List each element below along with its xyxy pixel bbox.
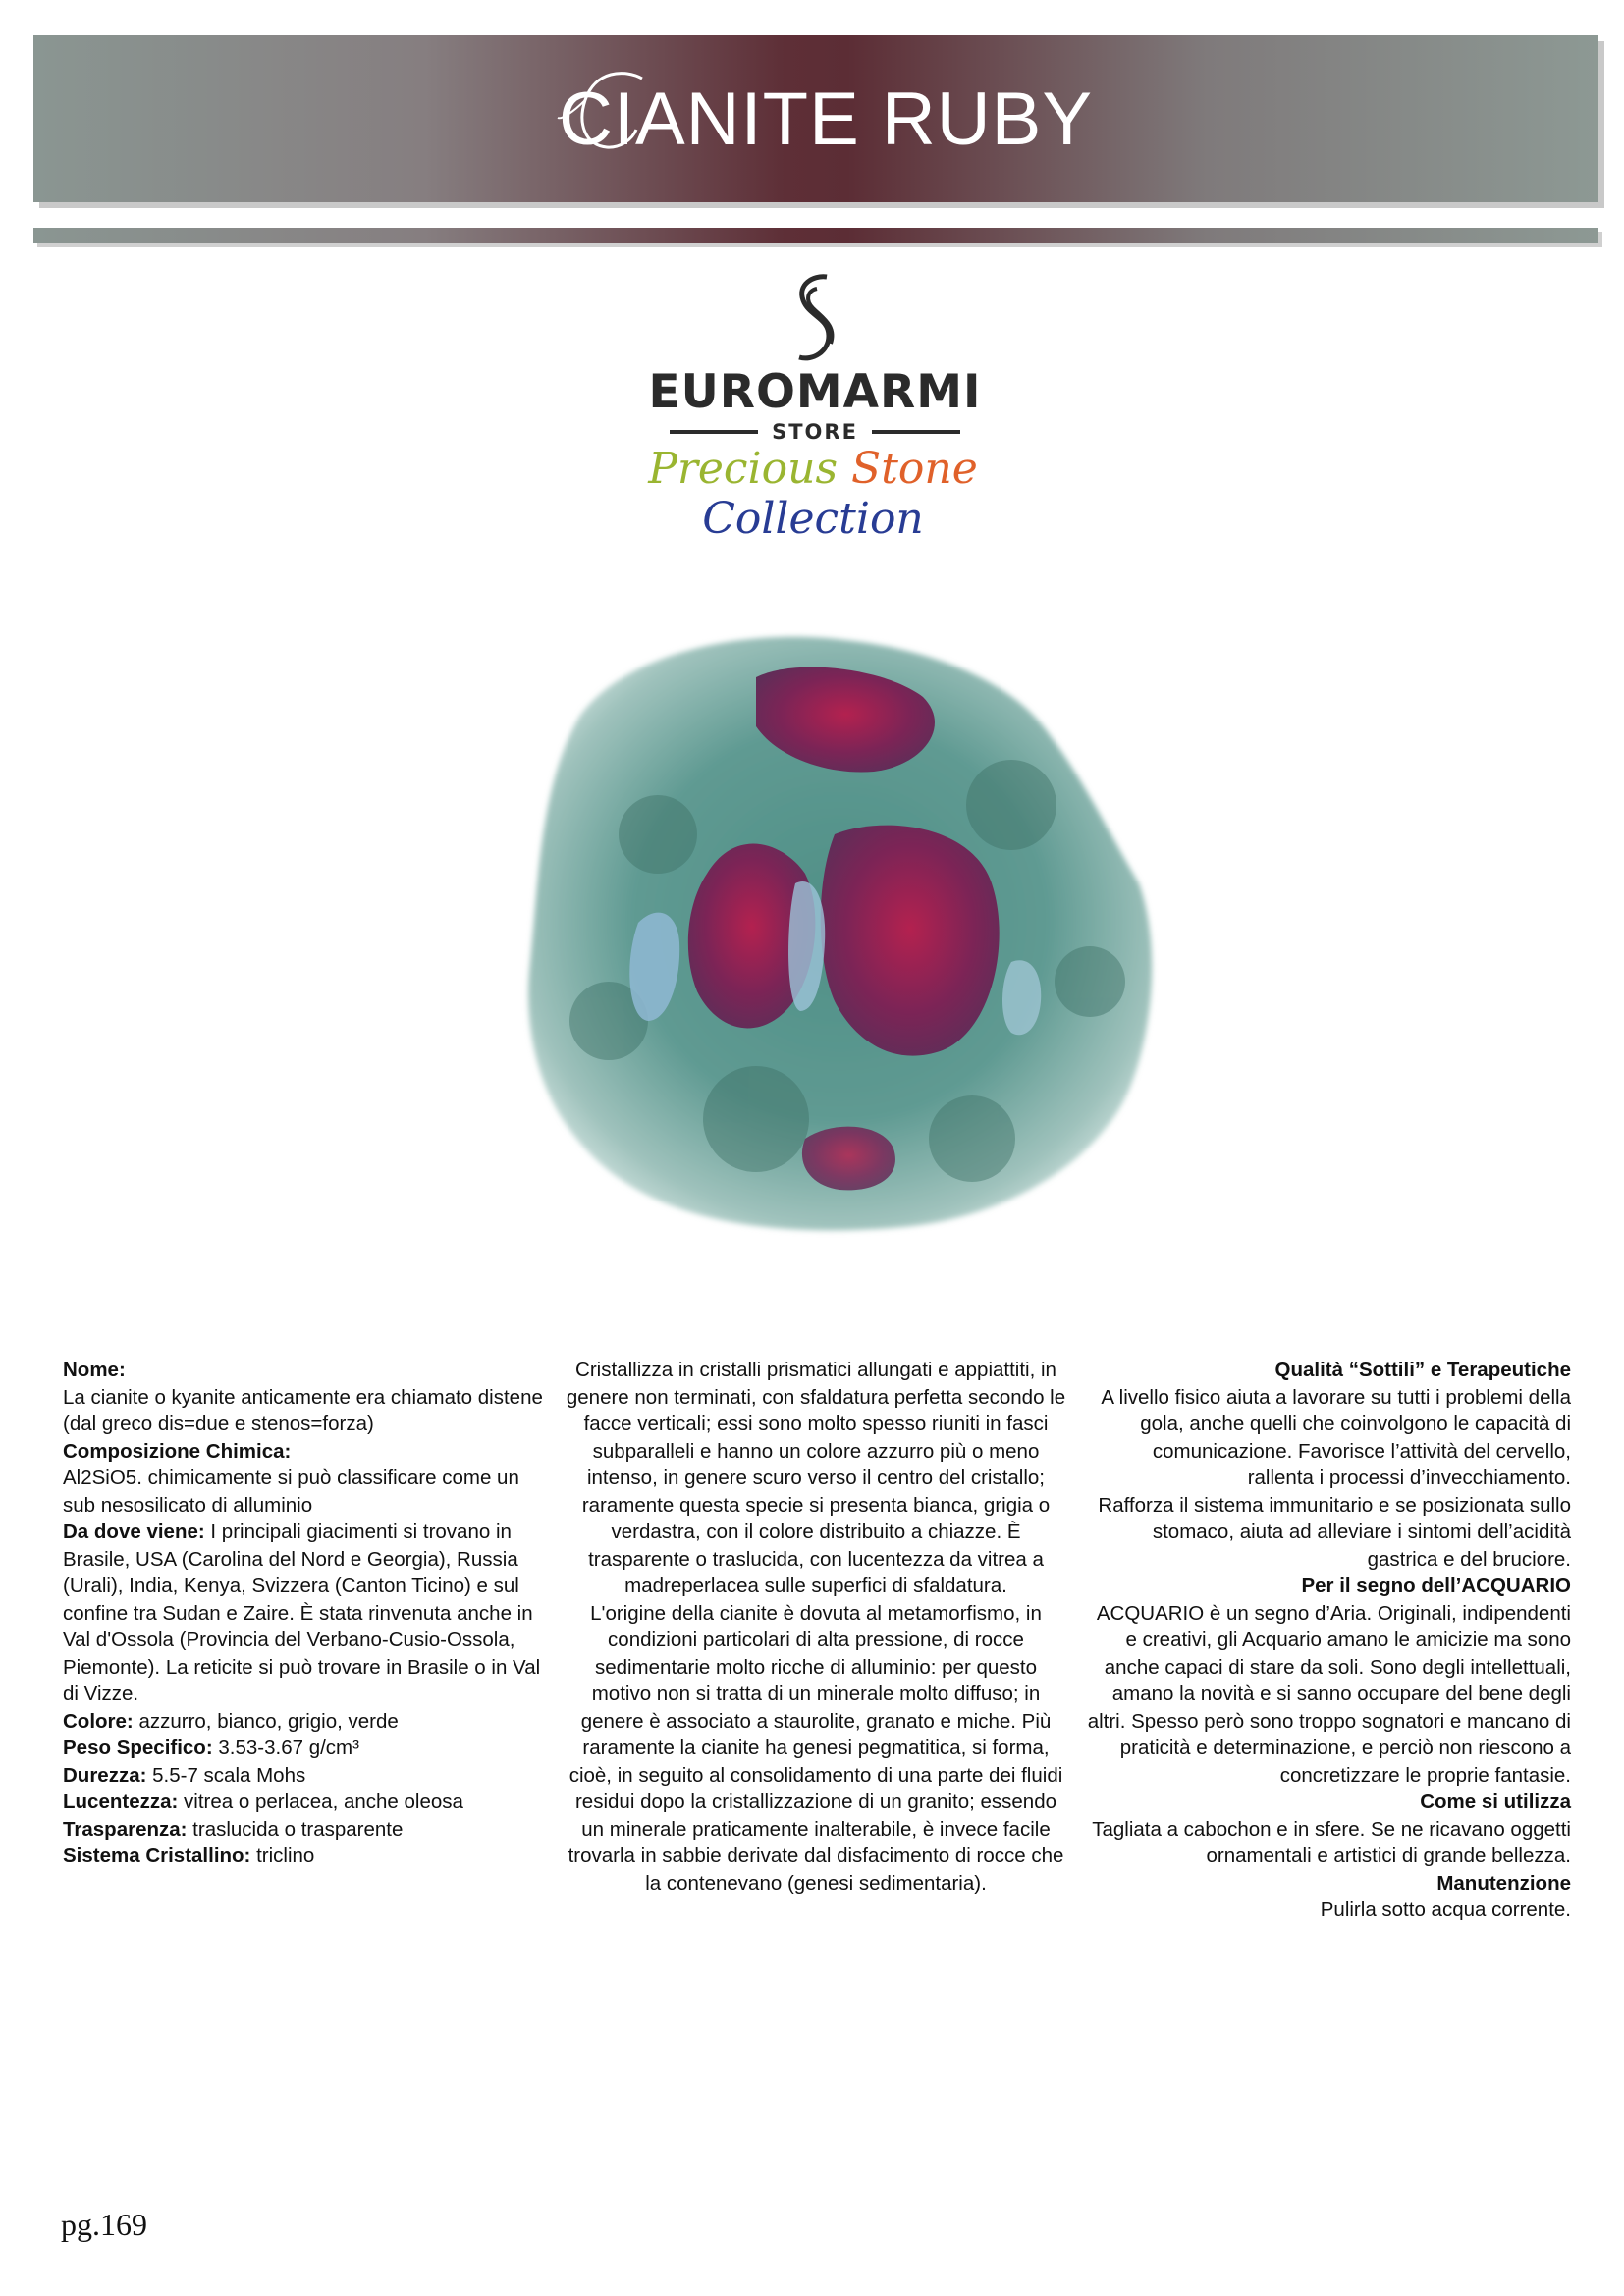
sistema-label: Sistema Cristallino: bbox=[63, 1844, 251, 1867]
logo-line-left bbox=[670, 430, 758, 434]
page-number: pg.169 bbox=[61, 2207, 147, 2242]
qualities-column bbox=[1084, 1357, 1571, 1924]
composizione-label: Composizione Chimica: bbox=[63, 1439, 292, 1463]
provenienza-text: I principali giacimenti si trovano in Brasile, USA (Carolina del Nord e Georgia), Russia (Urali), India, Kenya, Svizzera (Canton Ticino) e sul confine tra Sudan e Zaire. È stata rinvenuta anche in Val d'Ossola (Provincia del Verbano-Cusio-Ossola, Piemonte). La reticite si può trovare in Brasile o in Val di Vizze. bbox=[63, 1521, 541, 1705]
durezza-label: Durezza: bbox=[63, 1763, 147, 1787]
properties-column bbox=[63, 1357, 546, 1870]
logo-brand-name: EUROMARMI bbox=[648, 365, 982, 419]
trasparenza-text: traslucida o trasparente bbox=[187, 1817, 404, 1841]
manutenzione-heading: Manutenzione bbox=[1436, 1871, 1571, 1895]
title-swash-ornament bbox=[556, 61, 646, 159]
page-title: CIANITE RUBY bbox=[558, 77, 1094, 161]
qualita-paragraph: A livello fisico aiuta a lavorare su tutti i problemi della gola, anche quelli che coinvolgono le capacità di comunicazione. Favorisce l’attività del cervello, rallenta i processi d’invecchiamento. bbox=[1101, 1385, 1571, 1489]
lucentezza-text: vitrea o perlacea, anche oleosa bbox=[178, 1790, 463, 1813]
acquario-paragraph: ACQUARIO è un segno d’Aria. Originali, indipendenti e creativi, gli Acquario amano le amicizie ma sono anche capaci di stare da soli. Sono degli intellettuali, amano la novità e si sanno occupare del bene degli altri. Spesso però sono troppo sognatori e mancano di praticità e determinazione, e perciò non riescono a concretizzare le proprie fantasie. bbox=[1087, 1601, 1571, 1787]
qualita-paragraph: Rafforza il sistema immunitario e se posizionata sullo stomaco, aiuta ad alleviare i sintomi dell’acidità gastrica e del bruciore. bbox=[1098, 1493, 1571, 1571]
mineral-photo bbox=[461, 589, 1208, 1256]
tagline-word-precious: Precious bbox=[648, 444, 839, 494]
colore-label: Colore: bbox=[63, 1709, 134, 1733]
sistema-text: triclino bbox=[250, 1844, 315, 1867]
logo-store-label: STORE bbox=[772, 420, 858, 444]
logo-store-row bbox=[670, 420, 960, 444]
peso-text: 3.53-3.67 g/cm³ bbox=[212, 1736, 359, 1759]
logo-s-mark-icon bbox=[784, 271, 842, 369]
trasparenza-label: Trasparenza: bbox=[63, 1817, 188, 1841]
utilizzo-heading: Come si utilizza bbox=[1420, 1790, 1571, 1813]
peso-label: Peso Specifico: bbox=[63, 1736, 213, 1759]
collection-tagline bbox=[597, 444, 1029, 544]
utilizzo-paragraph: Tagliata a cabochon e in sfere. Se ne ricavano oggetti ornamentali e artistici di grande bellezza. bbox=[1092, 1817, 1571, 1867]
provenienza-label: Da dove viene: bbox=[63, 1521, 205, 1543]
tagline-word-stone: Stone bbox=[851, 444, 978, 494]
logo-line-right bbox=[872, 430, 960, 434]
composizione-text: Al2SiO5. chimicamente si può classificare come un sub nesosilicato di alluminio bbox=[63, 1467, 519, 1517]
lucentezza-label: Lucentezza: bbox=[63, 1790, 179, 1813]
title-divider-bar bbox=[33, 228, 1598, 243]
nome-label: Nome: bbox=[63, 1359, 126, 1381]
nome-text: La cianite o kyanite anticamente era chiamato distene (dal greco dis=due e stenos=forza) bbox=[63, 1385, 543, 1435]
colore-text: azzurro, bianco, grigio, verde bbox=[133, 1709, 399, 1733]
durezza-text: 5.5-7 scala Mohs bbox=[146, 1763, 306, 1787]
manutenzione-paragraph: Pulirla sotto acqua corrente. bbox=[1320, 1898, 1571, 1921]
qualita-heading: Qualità “Sottili” e Terapeutiche bbox=[1274, 1359, 1571, 1381]
title-banner bbox=[33, 35, 1598, 202]
description-paragraph: L'origine della cianite è dovuta al metamorfismo, in condizioni particolari di alta pressione, di rocce sedimentarie molto ricche di alluminio: per questo motivo non si tratta di un minerale molto diffuso; in genere è associato a staurolite, granato e miche. Più raramente la cianite ha genesi pegmatitica, si forma, cioè, in seguito al consolidamento di una parte dei fluidi residui dopo la cristallizzazione di un granito; essendo un minerale praticamente inalterabile, è invece facile trovarla in sabbie derivate dal disfacimento di rocce che la contenevano (genesi sedimentaria). bbox=[568, 1601, 1064, 1895]
acquario-heading: Per il segno dell’ACQUARIO bbox=[1301, 1575, 1571, 1597]
tagline-word-collection: Collection bbox=[702, 494, 924, 544]
description-paragraph: Cristallizza in cristalli prismatici allungati e appiattiti, in genere non terminati, con sfaldatura perfetta secondo le facce verticali; essi sono molto spesso riuniti in fasci subparalleli e hanno un colore azzurro più o meno intenso, in genere scuro verso il centro del cristallo; raramente questa specie si presenta bianca, grigia o verdastra, con il colore distribuito a chiazze. È trasparente o traslucida, con lucentezza da vitrea a madreperlacea sulle superfici di sfaldatura. bbox=[566, 1359, 1066, 1597]
description-column bbox=[566, 1357, 1066, 1896]
